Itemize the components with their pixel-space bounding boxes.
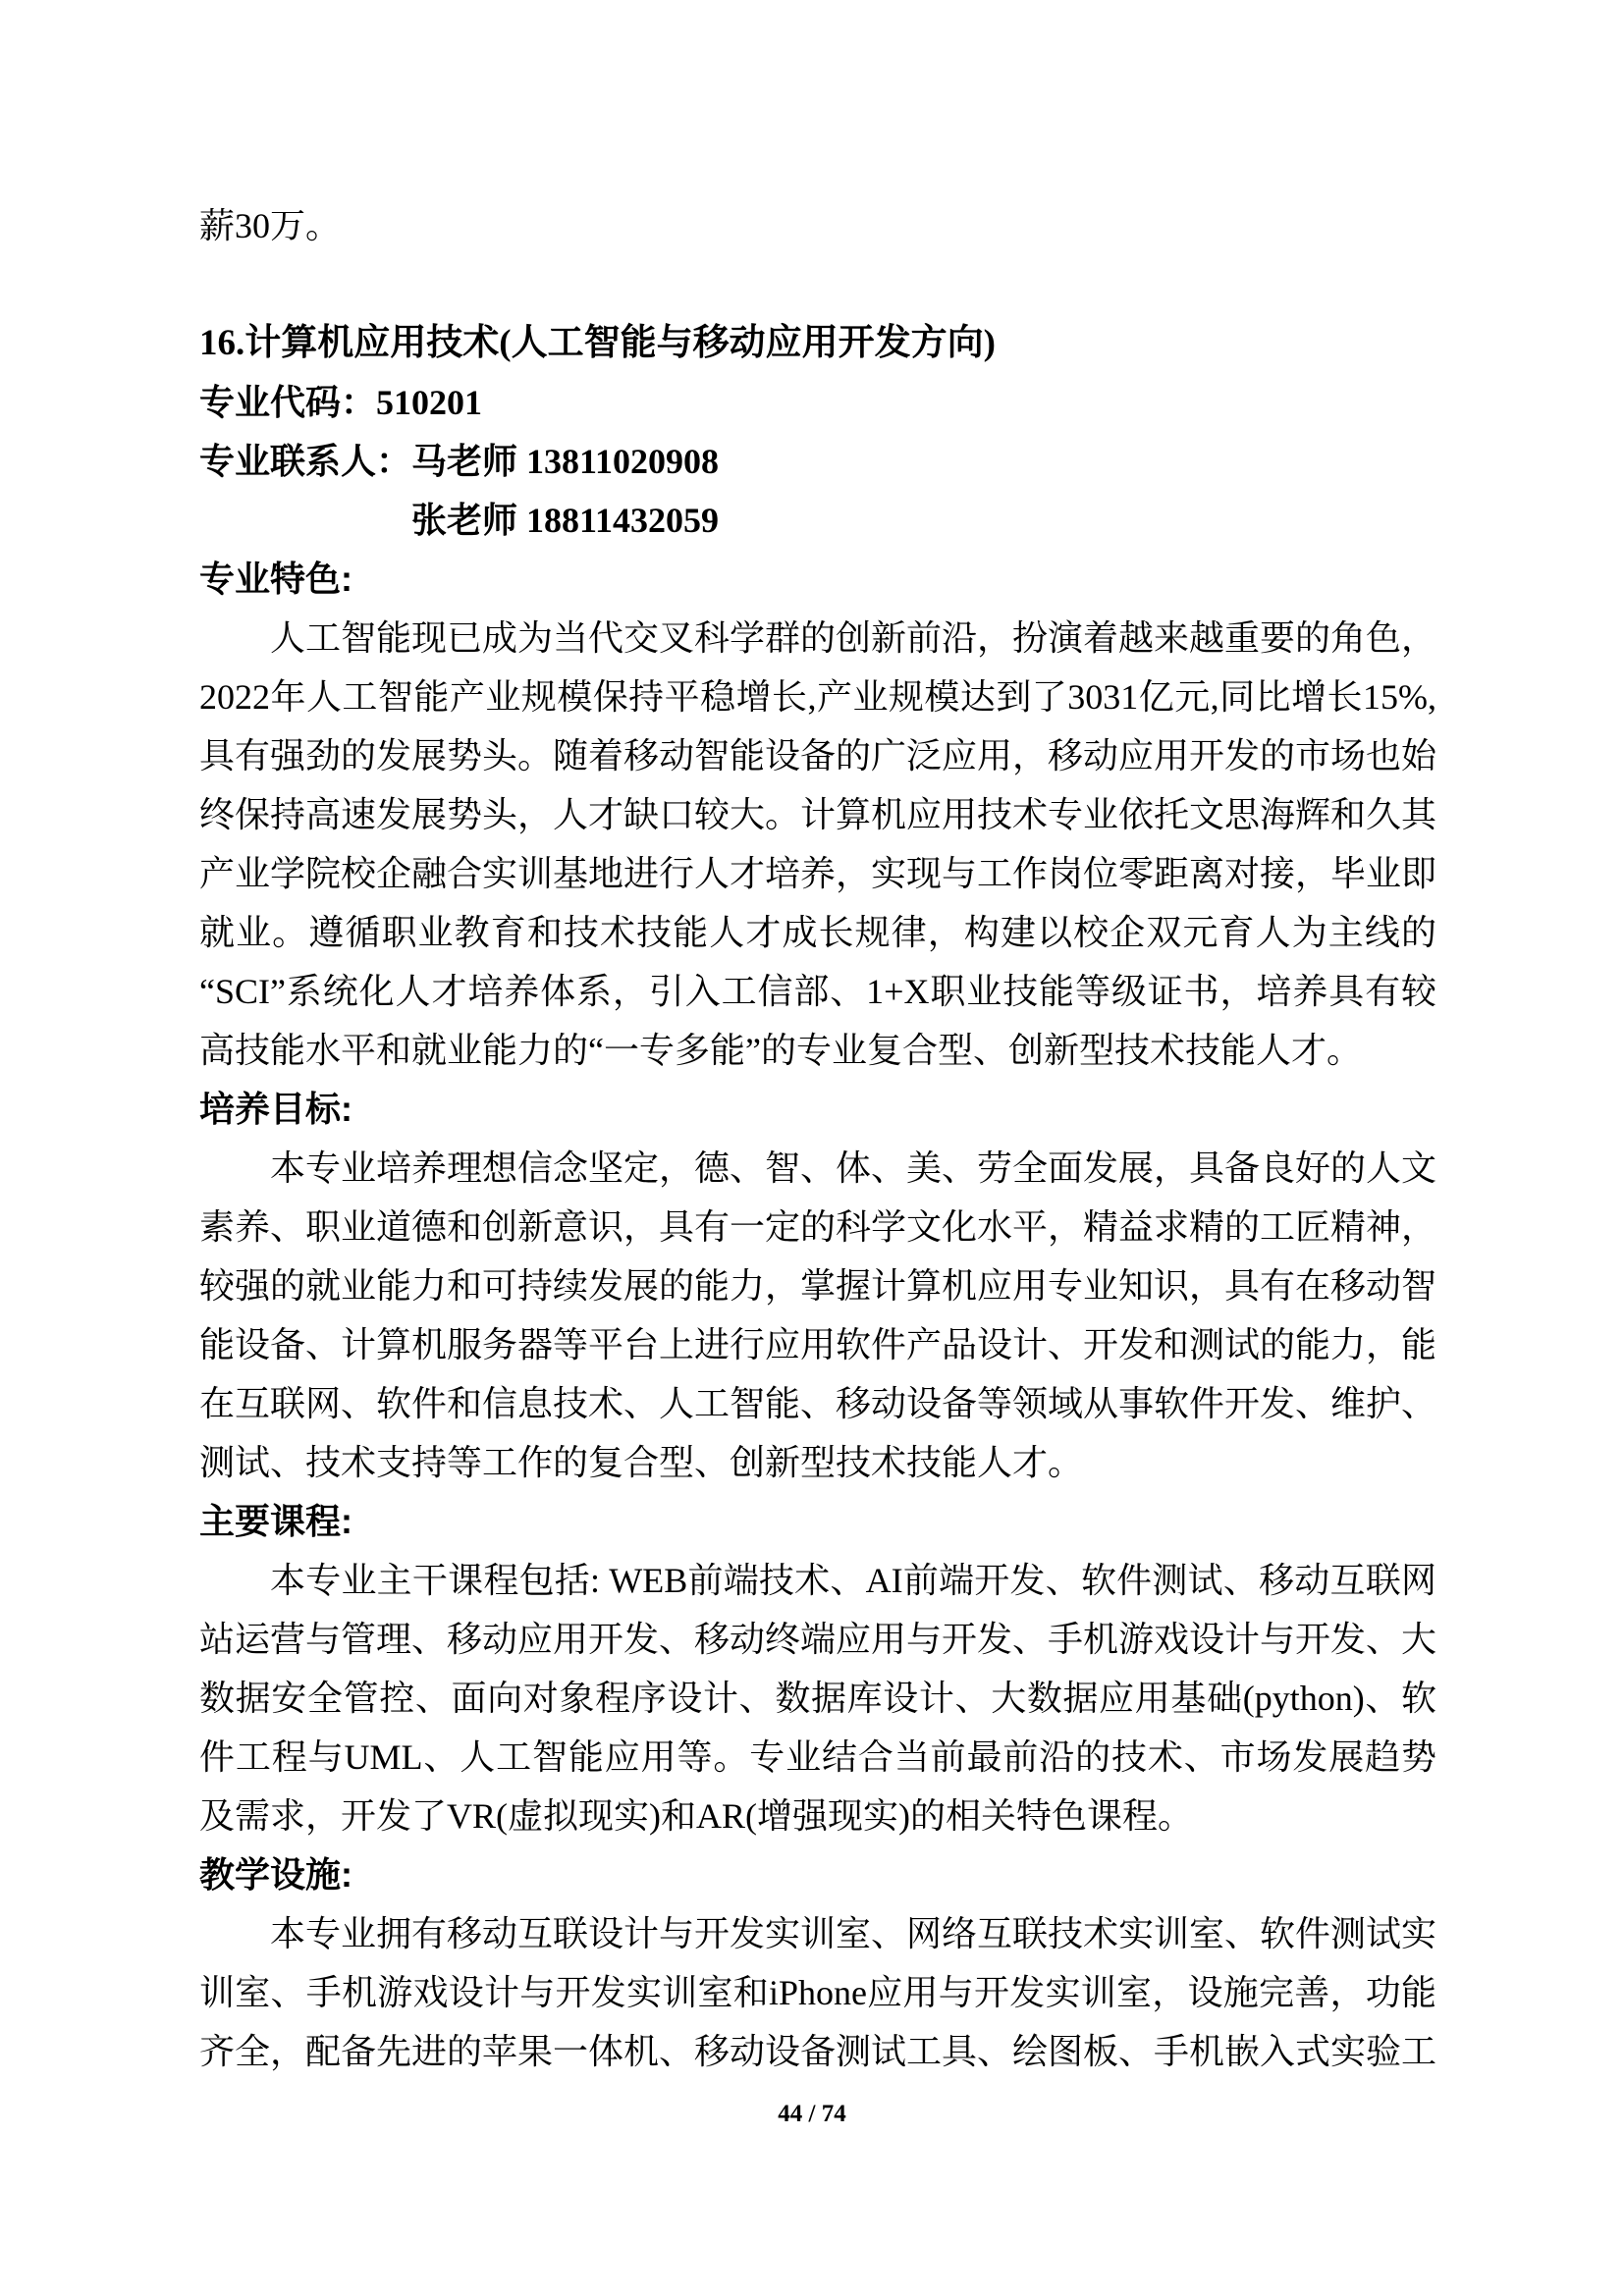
page-content xyxy=(199,196,1436,2081)
major-code-value: 510201 xyxy=(376,383,483,422)
contact-name: 马老师 xyxy=(411,442,518,481)
paragraph-facilities: 本专业拥有移动互联设计与开发实训室、网络互联技术实训室、软件测试实训室、手机游戏设计与开发实训室和iPhone应用与开发实训室，设施完善，功能齐全，配备先进的苹果一体机、移动设备测试工具、绘图板、手机嵌入式实验工 xyxy=(199,1914,1437,2071)
paragraph-objectives: 本专业培养理想信念坚定，德、智、体、美、劳全面发展，具备良好的人文素养、职业道德和创新意识，具有一定的科学文化水平，精益求精的工匠精神，较强的就业能力和可持续发展的能力，掌握计算机应用专业知识，具有在移动智能设备、计算机服务器等平台上进行应用软件产品设计、开发和测试的能力，能在互联网、软件和信息技术、人工智能、移动设备等领域从事软件开发、维护、测试、技术支持等工作的复合型、创新型技术技能人才。 xyxy=(199,1148,1437,1482)
paragraph-features: 人工智能现已成为当代交叉科学群的创新前沿，扮演着越来越重要的角色，2022年人工智能产业规模保持平稳增长,产业规模达到了3031亿元,同比增长15%,具有强劲的发展势头。随着移动智能设备的广泛应用，移动应用开发的市场也始终保持高速发展势头，人才缺口较大。计算机应用技术专业依托文思海辉和久其产业学院校企融合实训基地进行人才培养，实现与工作岗位零距离对接，毕业即就业。遵循职业教育和技术技能人才成长规律，构建以校企双元育人为主线的“SCI”系统化人才培养体系，引入工信部、1+X职业技能等级证书，培养具有较高技能水平和就业能力的“一专多能”的专业复合型、创新型技术技能人才。 xyxy=(199,618,1437,1070)
block-heading-facilities: 教学设施: xyxy=(199,1854,352,1895)
continuation-text: 薪30万。 xyxy=(199,206,342,245)
contact-label: 专业联系人： xyxy=(199,442,412,481)
contact-name: 张老师 xyxy=(411,501,518,540)
block-heading-features: 专业特色: xyxy=(199,559,352,599)
block-heading-objectives: 培养目标: xyxy=(199,1089,352,1129)
contact-block xyxy=(199,432,1436,550)
contact-phone: 13811020908 xyxy=(526,442,720,481)
contact-entry xyxy=(411,432,719,491)
contact-phone: 18811432059 xyxy=(526,501,720,540)
major-code-label: 专业代码： xyxy=(199,383,377,422)
block-heading-courses: 主要课程: xyxy=(199,1501,352,1541)
major-code-line xyxy=(199,373,1436,432)
paragraph-courses: 本专业主干课程包括: WEB前端技术、AI前端开发、软件测试、移动互联网站运营与管理、移动应用开发、移动终端应用与开发、手机游戏设计与开发、大数据安全管控、面向对象程序设计、数据库设计、大数据应用基础(python)、软件工程与UML、人工智能应用等。专业结合当前最前沿的技术、市场发展趋势及需求，开发了VR(虚拟现实)和AR(增强现实)的相关特色课程。 xyxy=(199,1561,1437,1836)
contact-entry xyxy=(411,491,719,550)
page-number: 44 / 74 xyxy=(778,2101,846,2127)
contact-list xyxy=(411,432,719,550)
major-title: 16.计算机应用技术(人工智能与移动应用开发方向) xyxy=(199,323,996,363)
